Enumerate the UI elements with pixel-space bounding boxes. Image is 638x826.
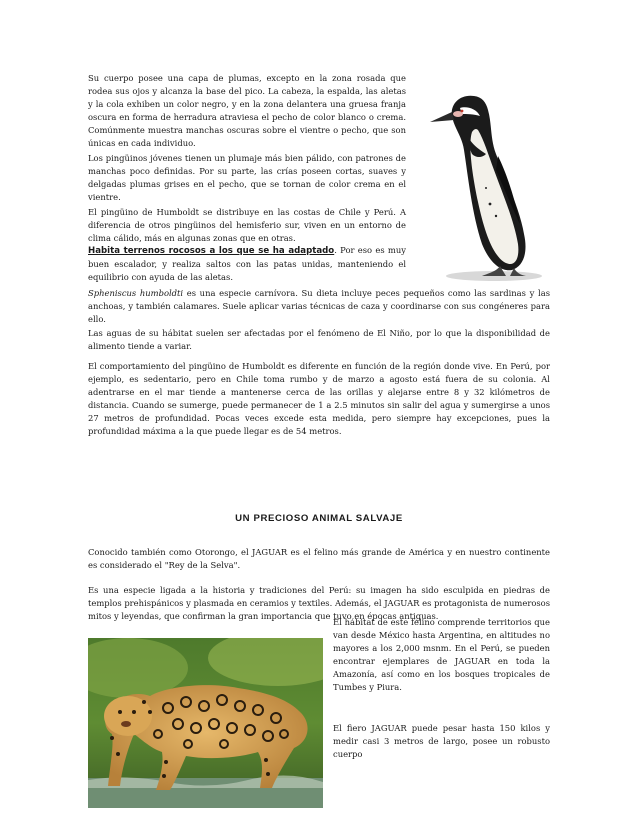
jaguar-image bbox=[88, 638, 323, 808]
penguin-paragraph-1: Su cuerpo posee una capa de plumas, excepto en la zona rosada que rodea sus ojos y alcanza la base del pico. La cabeza, la espalda, las aletas y la cola exhiben un color negro, y en la zona delantera una gruesa franja oscura en forma de herradura atraviesa el pecho de color blanco o crema. Comúnmente muestra manchas oscuras sobre el vientre o pecho, que son únicas en cada individuo. bbox=[88, 73, 406, 149]
penguin-paragraph-6: Las aguas de su hábitat suelen ser afectadas por el fenómeno de El Niño, por lo que la disponibilidad de alimento tiende a variar. bbox=[88, 328, 550, 352]
penguin-image bbox=[416, 84, 558, 284]
penguin-paragraph-7: El comportamiento del pingüino de Humboldt es diferente en función de la región donde vive. En Perú, por ejemplo, es sedentario, pero en Chile toma rumbo y de marzo a agosto está fuera de su colonia. Al adentrarse en el mar tiende a mantenerse cerca de las orillas y alejarse entre 8 y 32 kilómetros de distancia. Cuando se sumerge, puede permanecer de 1 a 2.5 minutos sin salir del agua y sumergirse a unos 27 metros de profundidad. Pocas veces excede esta medida, pero siempre hay excepciones, pues la profundidad máxima a la que puede llegar es de 54 metros. bbox=[88, 361, 550, 437]
penguin-paragraph-4-rest: . Por eso es muy buen escalador, y realiza saltos con las patas unidas, manteniendo el equilibrio con ayuda de las aletas. bbox=[88, 245, 406, 283]
jaguar-paragraph-3: El hábitat de este felino comprende territorios que van desde México hasta Argentina, en altitudes no mayores a los 2,000 msnm. En el Perú, se pueden encontrar ejemplares de JAGUAR en toda la Amazonía, así como en los bosques tropicales de Tumbes y Piura. bbox=[333, 617, 550, 693]
penguin-paragraph-4 bbox=[88, 244, 406, 284]
adaptation-highlight: Habita terrenos rocosos a los que se ha adaptado bbox=[88, 246, 335, 256]
penguin-paragraph-5 bbox=[88, 287, 550, 326]
species-name: Spheniscus humboldti bbox=[88, 288, 184, 298]
jaguar-paragraph-4: El fiero JAGUAR puede pesar hasta 150 kilos y medir casi 3 metros de largo, posee un robusto cuerpo bbox=[333, 723, 550, 760]
jaguar-paragraph-2: Es una especie ligada a la historia y tradiciones del Perú: su imagen ha sido esculpida en piedras de templos prehispánicos y plasmada en ceramios y textiles. Además, el JAGUAR es protagonista de numerosos mitos y leyendas, que confirman la gran importancia que tuvo en épocas antiguas. bbox=[88, 585, 550, 622]
section-heading: UN PRECIOSO ANIMAL SALVAJE bbox=[235, 513, 403, 524]
jaguar-paragraph-1: Conocido también como Otorongo, el JAGUAR es el felino más grande de América y en nuestro continente es considerado el "Rey de la Selva". bbox=[88, 547, 550, 571]
penguin-paragraph-2: Los pingüinos jóvenes tienen un plumaje más bien pálido, con patrones de manchas poco definidas. Por su parte, las crías poseen cortas, suaves y delgadas plumas grises en el pecho, que se tornan de color crema en el vientre. bbox=[88, 153, 406, 203]
penguin-paragraph-3: El pingüino de Humboldt se distribuye en las costas de Chile y Perú. A diferencia de otros pingüinos del hemisferio sur, viven en un entorno de clima cálido, más en algunas zonas que en otras. bbox=[88, 207, 406, 244]
penguin-paragraph-5-rest: es una especie carnívora. Su dieta incluye peces pequeños como las sardinas y las anchoas, y también calamares. Suele aplicar varias técnicas de caza y coordinarse con sus congéneres para ello. bbox=[88, 288, 550, 325]
